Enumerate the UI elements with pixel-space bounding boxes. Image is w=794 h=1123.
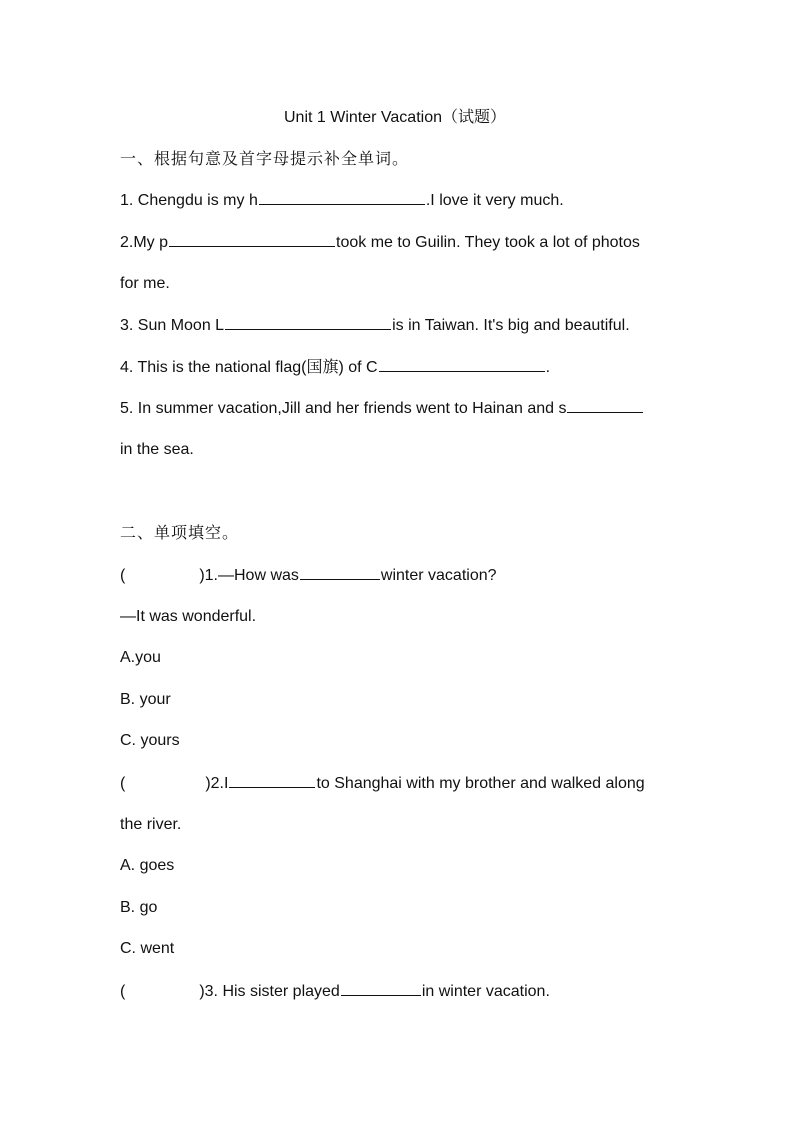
s1-q3-text-after: is in Taiwan. It's big and beautiful. [392,317,630,334]
answer-blank[interactable] [259,190,425,205]
s2-q2-continuation: the river. [120,816,182,833]
s2-question-3 [120,981,550,1002]
paren-open: ( [120,567,126,584]
s1-question-1 [120,190,564,211]
answer-blank[interactable] [300,565,380,580]
paren-open: ( [120,983,126,1000]
s1-q4-text-after: . [545,359,551,376]
page-title: Unit 1 Winter Vacation（试题） [284,109,506,126]
s2-q2-stem-after: to Shanghai with my brother and walked along [316,775,645,792]
answer-blank[interactable] [225,315,391,330]
s1-question-4 [120,357,550,378]
s1-q1-text-after: .I love it very much. [425,192,564,209]
answer-slot[interactable] [126,773,204,788]
s1-question-5 [120,398,644,419]
s1-q5-continuation: in the sea. [120,441,194,458]
section1-heading: 一、根据句意及首字母提示补全单词。 [120,149,410,168]
answer-slot[interactable] [126,981,198,996]
section2-heading: 二、单项填空。 [120,523,240,542]
s1-q2-text-after: took me to Guilin. They took a lot of photos [336,234,640,251]
s1-q4-text-before: 4. This is the national flag(国旗) of C [120,359,378,376]
s1-q5-text-before: 5. In summer vacation,Jill and her friends went to Hainan and s [120,400,567,417]
s2-q3-stem-before: )3. His sister played [199,983,340,1000]
paren-open: ( [120,775,126,792]
s2-q1-stem-before: )1.—How was [199,567,299,584]
s2-question-1 [120,565,497,586]
option-b: B. go [120,899,158,916]
s2-q1-reply: —It was wonderful. [120,608,257,625]
s1-q2-text-before: 2.My p [120,234,169,251]
option-a: A. goes [120,857,175,874]
s1-q2-continuation: for me. [120,275,170,292]
s2-q2-stem-before: )2.I [205,775,229,792]
option-b: B. your [120,691,171,708]
option-c: C. yours [120,732,180,749]
answer-blank[interactable] [567,398,643,413]
answer-blank[interactable] [341,981,421,996]
s1-question-3 [120,315,630,336]
answer-blank[interactable] [169,232,335,247]
s2-q1-stem-after: winter vacation? [380,567,497,584]
s1-question-2 [120,232,640,253]
answer-blank[interactable] [379,357,545,372]
s2-q3-stem-after: in winter vacation. [421,983,550,1000]
answer-blank[interactable] [229,773,315,788]
answer-slot[interactable] [126,565,198,580]
s1-q1-text-before: 1. Chengdu is my h [120,192,258,209]
option-c: C. went [120,940,175,957]
s1-q3-text-before: 3. Sun Moon L [120,317,225,334]
s2-question-2 [120,773,645,794]
option-a: A.you [120,649,161,666]
